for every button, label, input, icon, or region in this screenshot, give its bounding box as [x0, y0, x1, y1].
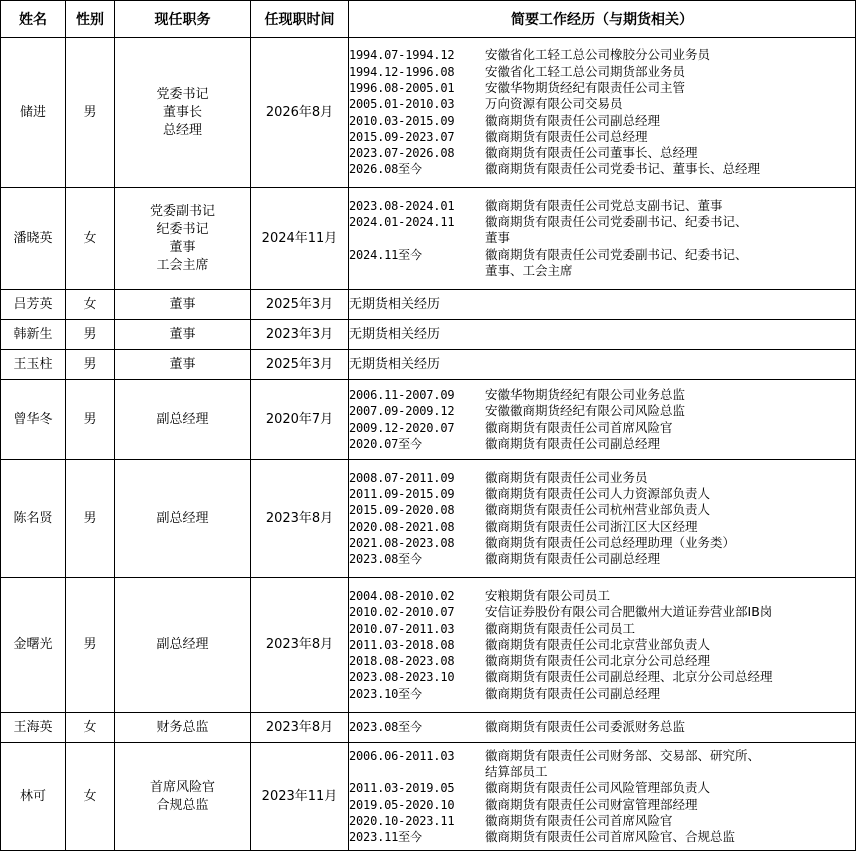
history-description: 万向资源有限公司交易员 [485, 96, 623, 112]
history-entry [349, 214, 855, 230]
history-entry [349, 230, 855, 246]
history-entry [349, 604, 855, 620]
history-period: 2009.12-2020.07 [349, 420, 455, 435]
history-period: 2010.07-2011.03 [349, 621, 455, 636]
person-position [115, 38, 251, 188]
position-line: 总经理 [162, 122, 202, 138]
history-entry [349, 486, 855, 502]
table-row [1, 713, 856, 743]
history-period: 1994.07-1994.12 [349, 48, 455, 63]
person-gender: 女 [66, 743, 115, 851]
table-row [1, 380, 856, 460]
work-history [349, 380, 856, 460]
history-description: 徽商期货有限责任公司人力资源部负责人 [485, 485, 711, 501]
history-description: 徽商期货有限责任公司总经理 [485, 128, 648, 144]
person-position [115, 578, 251, 713]
person-name: 王海英 [1, 713, 66, 743]
header-work-history: 简要工作经历（与期货相关） [349, 1, 856, 38]
history-period: 2023.07-2026.08 [349, 146, 455, 161]
history-description: 安徽徽商期货经纪有限公司风险总监 [485, 403, 686, 419]
history-period: 1996.08-2005.01 [349, 80, 455, 95]
person-position [115, 188, 251, 290]
history-period: 2007.09-2009.12 [349, 404, 455, 419]
history-description: 徽商期货有限责任公司首席风险官 [485, 419, 673, 435]
history-description: 董事、工会主席 [485, 262, 573, 278]
person-name: 林可 [1, 743, 66, 851]
person-name: 韩新生 [1, 320, 66, 350]
appointment-date: 2023年11月 [251, 743, 349, 851]
history-period: 2010.03-2015.09 [349, 113, 455, 128]
history-period: 2023.08至今 [349, 720, 422, 735]
position-line: 纪委书记 [156, 221, 209, 237]
history-entry [349, 387, 855, 403]
history-period: 2024.11至今 [349, 247, 422, 262]
history-entry [349, 764, 855, 780]
history-period: 2015.09-2020.08 [349, 503, 455, 518]
person-position [115, 380, 251, 460]
history-entry [349, 161, 855, 177]
person-gender: 男 [66, 380, 115, 460]
header-row [1, 1, 856, 38]
history-period: 2006.11-2007.09 [349, 387, 455, 402]
person-name: 曾华冬 [1, 380, 66, 460]
position-line: 董事 [169, 239, 196, 255]
history-note: 无期货相关经历 [349, 326, 441, 342]
history-entry [349, 551, 855, 567]
header-gender: 性别 [66, 1, 115, 38]
history-description: 安徽华物期货经纪有限公司业务总监 [485, 386, 686, 402]
history-entry [349, 748, 855, 764]
history-entry [349, 637, 855, 653]
history-description: 徽商期货有限责任公司党委副书记、纪委书记、 [485, 214, 748, 230]
header-position: 现任职务 [115, 1, 251, 38]
appointment-date: 2025年3月 [251, 350, 349, 380]
history-description: 徽商期货有限责任公司首席风险官、合规总监 [485, 829, 736, 845]
person-position [115, 713, 251, 743]
history-description: 徽商期货有限责任公司副总经理 [485, 685, 661, 701]
history-description: 徽商期货有限责任公司党总支副书记、董事 [485, 197, 723, 213]
history-period: 2020.10-2023.11 [349, 813, 455, 828]
person-name: 王玉柱 [1, 350, 66, 380]
history-period: 1994.12-1996.08 [349, 64, 455, 79]
person-name: 储进 [1, 38, 66, 188]
work-history [349, 38, 856, 188]
history-description: 徽商期货有限责任公司党委书记、董事长、总经理 [485, 161, 761, 177]
table-row [1, 460, 856, 578]
history-period: 2008.07-2011.09 [349, 470, 455, 485]
table-row [1, 290, 856, 320]
history-entry [349, 797, 855, 813]
position-line: 副总经理 [156, 411, 209, 427]
history-entry [349, 96, 855, 112]
history-entry [349, 64, 855, 80]
history-description: 徽商期货有限责任公司委派财务总监 [485, 719, 686, 735]
position-line: 董事长 [162, 104, 202, 120]
history-description: 徽商期货有限责任公司总经理助理（业务类） [485, 534, 736, 550]
position-line: 党委书记 [156, 86, 209, 102]
history-description: 徽商期货有限责任公司首席风险官 [485, 812, 673, 828]
person-gender: 男 [66, 578, 115, 713]
history-entry [349, 502, 855, 518]
history-description: 徽商期货有限责任公司风险管理部负责人 [485, 780, 711, 796]
person-position [115, 460, 251, 578]
person-gender: 男 [66, 350, 115, 380]
history-description: 结算部员工 [485, 763, 548, 779]
header-name: 姓名 [1, 1, 66, 38]
history-period: 2011.03-2018.08 [349, 637, 455, 652]
history-entry [349, 621, 855, 637]
history-note: 无期货相关经历 [349, 296, 441, 312]
history-period: 2015.09-2023.07 [349, 129, 455, 144]
history-entry [349, 403, 855, 419]
work-history [349, 713, 856, 743]
history-entry [349, 113, 855, 129]
position-line: 副总经理 [156, 637, 209, 652]
history-period: 2020.07至今 [349, 436, 422, 451]
history-description: 安信证券股份有限公司合肥徽州大道证券营业部IB岗 [485, 604, 773, 620]
history-entry [349, 129, 855, 145]
history-entry [349, 420, 855, 436]
history-period: 2024.01-2024.11 [349, 215, 455, 230]
history-entry [349, 80, 855, 96]
history-description: 徽商期货有限责任公司杭州营业部负责人 [485, 502, 711, 518]
appointment-date: 2023年8月 [251, 713, 349, 743]
appointment-date: 2026年8月 [251, 38, 349, 188]
history-entry [349, 436, 855, 452]
history-description: 安徽华物期货经纪有限责任公司主管 [485, 79, 686, 95]
work-history [349, 743, 856, 851]
history-period: 2011.03-2019.05 [349, 781, 455, 796]
history-period: 2023.11至今 [349, 830, 422, 845]
person-position [115, 320, 251, 350]
position-line: 董事 [169, 326, 196, 342]
table-row [1, 743, 856, 851]
person-position [115, 290, 251, 320]
history-period: 2018.08-2023.08 [349, 654, 455, 669]
history-period: 2019.05-2020.10 [349, 797, 455, 812]
history-description: 徽商期货有限责任公司副总经理 [485, 435, 661, 451]
person-gender: 女 [66, 290, 115, 320]
history-description: 徽商期货有限责任公司财务部、交易部、研究所、 [485, 747, 761, 763]
history-entry [349, 519, 855, 535]
history-entry [349, 47, 855, 63]
person-name: 吕芳英 [1, 290, 66, 320]
history-description: 安徽省化工轻工总公司橡胶分公司业务员 [485, 47, 711, 63]
table-row [1, 38, 856, 188]
work-history [349, 290, 856, 320]
history-entry [349, 653, 855, 669]
history-description: 徽商期货有限责任公司董事长、总经理 [485, 145, 698, 161]
history-period: 2011.09-2015.09 [349, 486, 455, 501]
history-period: 2020.08-2021.08 [349, 519, 455, 534]
appointment-date: 2023年3月 [251, 320, 349, 350]
person-gender: 男 [66, 320, 115, 350]
roster-body [1, 38, 856, 851]
history-period: 2023.08-2023.10 [349, 670, 455, 685]
person-position [115, 743, 251, 851]
history-period: 2004.08-2010.02 [349, 588, 455, 603]
work-history [349, 350, 856, 380]
position-line: 合规总监 [156, 797, 209, 813]
appointment-date: 2024年11月 [251, 188, 349, 290]
person-gender: 男 [66, 38, 115, 188]
table-row [1, 350, 856, 380]
position-line: 首席风险官 [149, 779, 215, 795]
history-period: 2023.10至今 [349, 686, 422, 701]
history-description: 徽商期货有限责任公司北京营业部负责人 [485, 636, 711, 652]
history-entry [349, 669, 855, 685]
history-entry [349, 588, 855, 604]
history-entry [349, 247, 855, 263]
history-entry [349, 829, 855, 845]
history-description: 董事 [485, 230, 511, 246]
history-description: 徽商期货有限责任公司员工 [485, 620, 636, 636]
history-description: 徽商期货有限责任公司北京分公司总经理 [485, 653, 711, 669]
history-description: 徽商期货有限责任公司浙江区大区经理 [485, 518, 698, 534]
history-period: 2010.02-2010.07 [349, 605, 455, 620]
table-row [1, 188, 856, 290]
position-line: 财务总监 [156, 719, 209, 735]
history-period: 2026.08至今 [349, 162, 422, 177]
history-description: 徽商期货有限责任公司财富管理部经理 [485, 796, 698, 812]
person-name: 陈名贤 [1, 460, 66, 578]
history-period: 2021.08-2023.08 [349, 535, 455, 550]
history-period: 2023.08-2024.01 [349, 198, 455, 213]
work-history [349, 460, 856, 578]
history-entry [349, 263, 855, 279]
history-entry [349, 719, 855, 735]
header-start-date: 任现职时间 [251, 1, 349, 38]
history-description: 安徽省化工轻工总公司期货部业务员 [485, 63, 686, 79]
work-history [349, 188, 856, 290]
history-description: 徽商期货有限责任公司党委副书记、纪委书记、 [485, 246, 748, 262]
appointment-date: 2023年8月 [251, 460, 349, 578]
history-entry [349, 198, 855, 214]
position-line: 党委副书记 [149, 203, 215, 219]
history-entry [349, 470, 855, 486]
history-entry [349, 145, 855, 161]
history-entry [349, 535, 855, 551]
history-description: 徽商期货有限责任公司副总经理、北京分公司总经理 [485, 669, 773, 685]
history-entry [349, 813, 855, 829]
person-gender: 女 [66, 713, 115, 743]
position-line: 工会主席 [156, 257, 209, 273]
position-line: 副总经理 [156, 510, 209, 526]
person-name: 金曙光 [1, 578, 66, 713]
history-period: 2005.01-2010.03 [349, 97, 455, 112]
history-description: 徽商期货有限责任公司副总经理 [485, 551, 661, 567]
person-gender: 女 [66, 188, 115, 290]
table-row [1, 578, 856, 713]
history-entry [349, 780, 855, 796]
history-period: 2023.08至今 [349, 552, 422, 567]
appointment-date: 2020年7月 [251, 380, 349, 460]
history-description: 徽商期货有限责任公司副总经理 [485, 112, 661, 128]
history-description: 安粮期货有限公司员工 [485, 587, 611, 603]
person-name: 潘晓英 [1, 188, 66, 290]
history-description: 徽商期货有限责任公司业务员 [485, 469, 648, 485]
work-history [349, 578, 856, 713]
person-position [115, 350, 251, 380]
work-history [349, 320, 856, 350]
appointment-date: 2025年3月 [251, 290, 349, 320]
appointment-date: 2023年8月 [251, 578, 349, 713]
table-row [1, 320, 856, 350]
history-entry [349, 686, 855, 702]
history-note: 无期货相关经历 [349, 356, 441, 372]
position-line: 董事 [169, 296, 196, 312]
position-line: 董事 [169, 356, 196, 372]
history-period: 2006.06-2011.03 [349, 748, 455, 763]
person-gender: 男 [66, 460, 115, 578]
